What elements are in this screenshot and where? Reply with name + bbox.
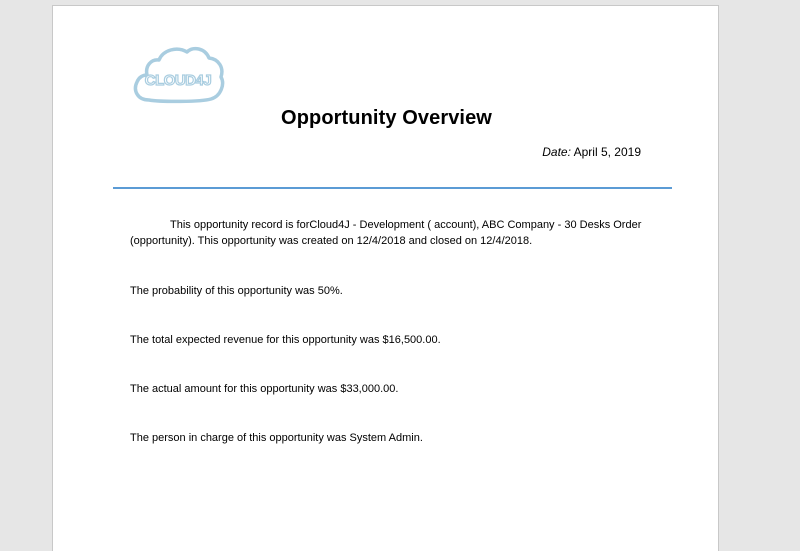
paragraph-owner: The person in charge of this opportunity was System Admin.	[130, 432, 423, 444]
paragraph-actual-amount: The actual amount for this opportunity was $33,000.00.	[130, 383, 399, 395]
date-value: April 5, 2019	[573, 145, 641, 159]
date-line	[542, 145, 641, 159]
document-page	[52, 5, 719, 551]
paragraph-probability: The probability of this opportunity was 50%.	[130, 285, 343, 297]
paragraph-expected-revenue: The total expected revenue for this opportunity was $16,500.00.	[130, 334, 441, 346]
date-label: Date:	[542, 145, 571, 159]
paragraph-account-summary: This opportunity record is forCloud4J - Development ( account), ABC Company - 30 Desks Order (opportunity). This opportunity was created on 12/4/2018 and closed on 12/4/2018.	[130, 219, 642, 247]
cloud-logo-icon	[131, 44, 225, 106]
logo-wordmark: CLOUD4J	[144, 72, 212, 89]
document-title: Opportunity Overview	[281, 107, 492, 129]
header-divider	[113, 187, 672, 189]
